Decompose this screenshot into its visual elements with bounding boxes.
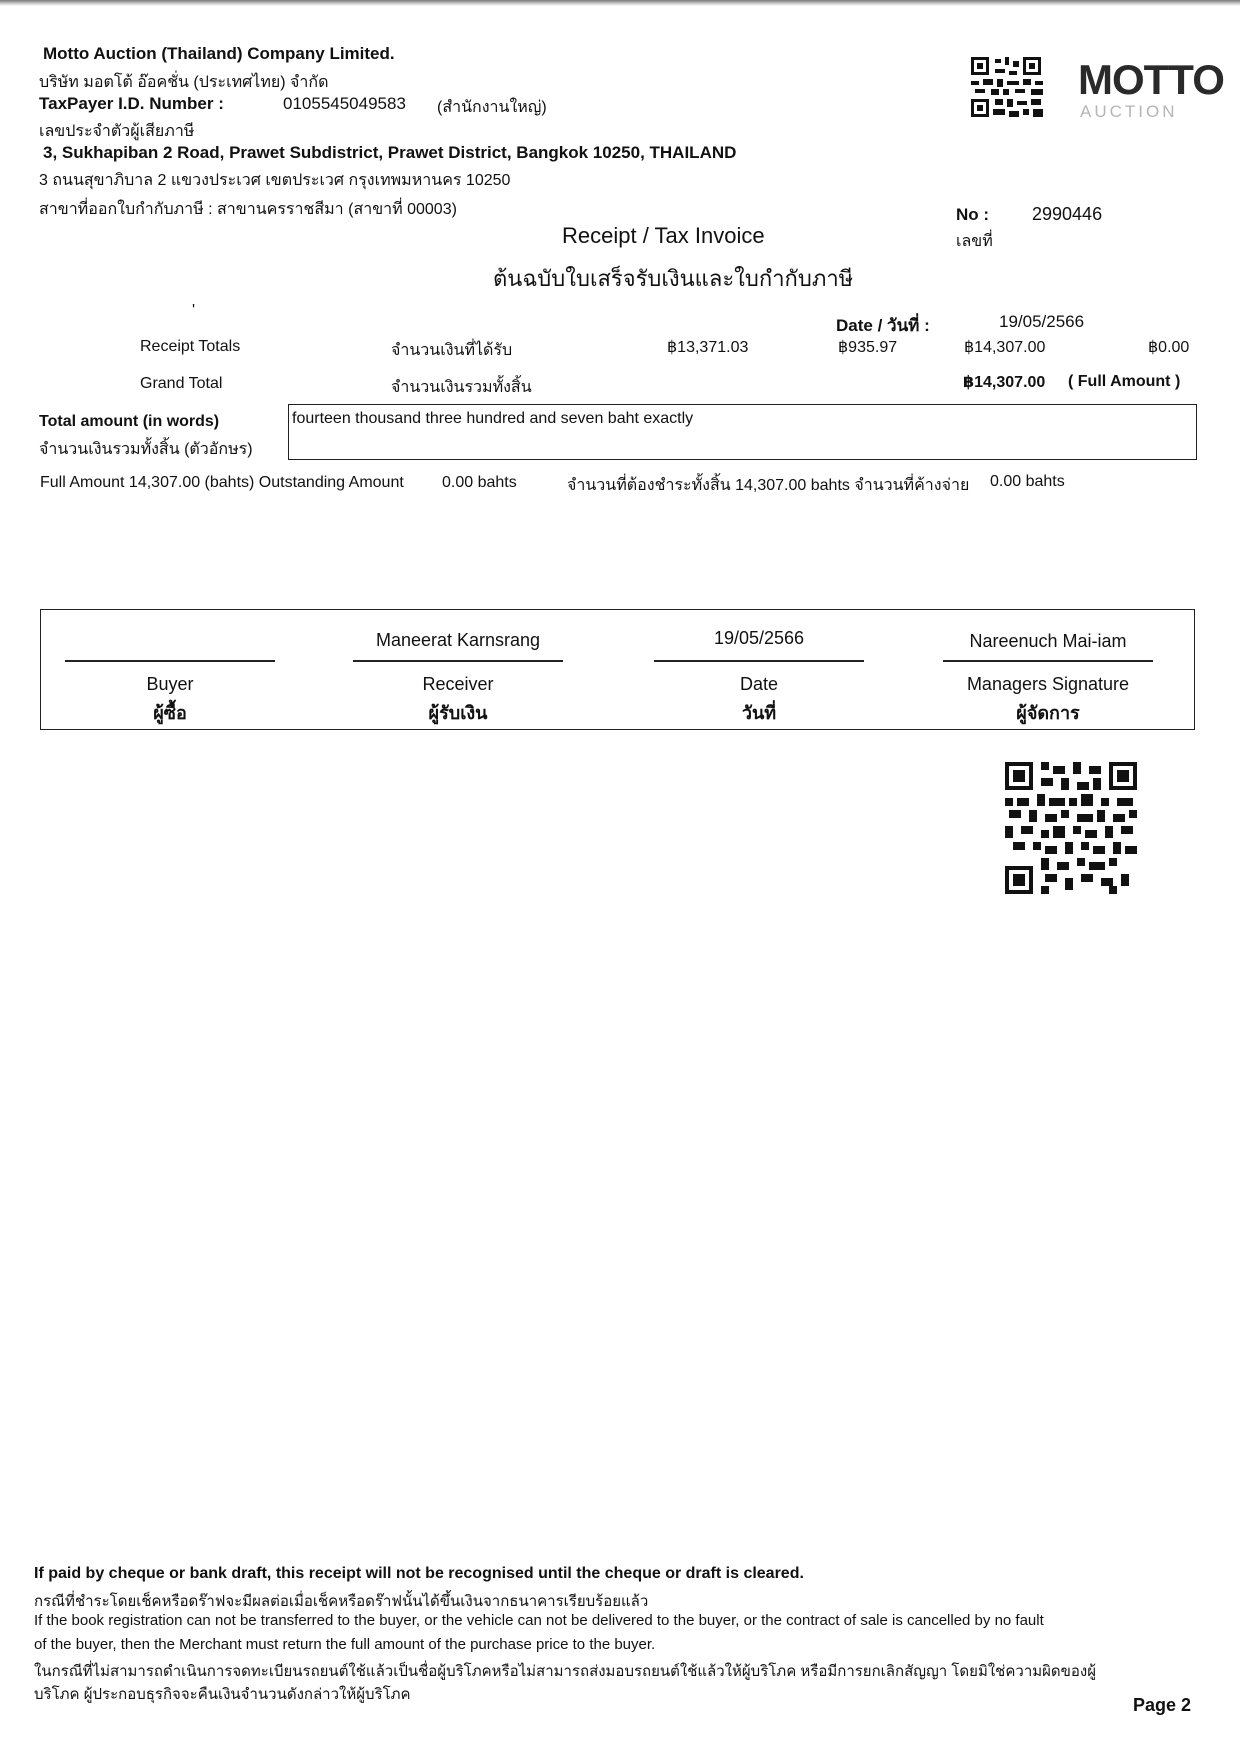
summary-en: Full Amount 14,307.00 (bahts) Outstanding Amount [40, 474, 404, 491]
company-name-en: Motto Auction (Thailand) Company Limited. [43, 44, 395, 63]
signature-date: 19/05/2566 [713, 628, 805, 648]
company-address-th: 3 ถนนสุขาภิบาล 2 แขวงประเวศ เขตประเวศ กรุงเทพมหานคร 10250 [39, 172, 511, 189]
receiver-name: Maneerat Karnsrang [375, 630, 541, 650]
date-label-th: วันที่ [741, 703, 777, 723]
page-number: Page 2 [1133, 1695, 1192, 1715]
qr-code-icon [971, 57, 1047, 119]
taxpayer-label-th: เลขประจำตัวผู้เสียภาษี [39, 123, 195, 140]
amount-value: ฿13,371.03 [667, 339, 749, 356]
summary-th: จำนวนที่ต้องชำระทั้งสิ้น 14,307.00 bahts จำนวนที่ค้างจ่าย [567, 477, 970, 494]
receiver-label-th: ผู้รับเงิน [428, 703, 488, 723]
outstanding-th: 0.00 bahts [990, 473, 1065, 490]
signature-box [40, 609, 1195, 730]
full-amount-note: ( Full Amount ) [1068, 373, 1181, 390]
amount-in-words: fourteen thousand three hundred and seven baht exactly [292, 410, 694, 427]
doc-no-label-en: No : [956, 205, 990, 224]
grand-total-label-th: จำนวนเงินรวมทั้งสิ้น [391, 379, 532, 396]
words-label-th: จำนวนเงินรวมทั้งสิ้น (ตัวอักษร) [39, 441, 253, 458]
footer-refund-en-1: If the book registration can not be transferred to the buyer, or the vehicle can not be delivered to the buyer, or the contract of sale is cancelled by no fault [34, 1612, 1044, 1629]
branch-label: สาขาที่ออกใบกำกับภาษี : สาขานครราชสีมา (สาขาที่ 00003) [39, 201, 457, 218]
doc-number: 2990446 [1032, 204, 1103, 224]
document-title-en: Receipt / Tax Invoice [562, 223, 765, 248]
manager-sign-line [943, 660, 1153, 662]
footer-refund-en-2: of the buyer, then the Merchant must return the full amount of the purchase price to the buyer. [34, 1636, 656, 1653]
receiver-sign-line [353, 660, 563, 662]
buyer-label-th: ผู้ซื้อ [153, 703, 187, 723]
manager-name: Nareenuch Mai-iam [969, 631, 1127, 651]
company-name-th: บริษัท มอตโต้ อ๊อคชั่น (ประเทศไทย) จำกัด [39, 74, 329, 91]
date-label: Date / วันที่ : [836, 316, 930, 335]
document-title-th: ต้นฉบับใบเสร็จรับเงินและใบกำกับภาษี [493, 266, 854, 291]
receipt-totals-label-th: จำนวนเงินที่ได้รับ [391, 342, 513, 359]
qr-code-icon [1005, 762, 1137, 894]
buyer-sign-line [65, 660, 275, 662]
tick-mark: ' [192, 302, 196, 319]
date-label: Date [739, 674, 779, 694]
buyer-label: Buyer [146, 674, 194, 694]
motto-logo-sub: AUCTION [1080, 102, 1178, 121]
other-value: ฿0.00 [1148, 339, 1190, 356]
head-office-label: (สำนักงานใหญ่) [437, 99, 547, 116]
grand-total-value: ฿14,307.00 [963, 374, 1046, 391]
date-sign-line [654, 660, 864, 662]
grand-total-label: Grand Total [140, 375, 223, 392]
company-address-en: 3, Sukhapiban 2 Road, Prawet Subdistrict, Prawet District, Bangkok 10250, THAILAND [43, 143, 737, 162]
vat-value: ฿935.97 [838, 339, 898, 356]
footer-refund-th-1: ในกรณีที่ไม่สามารถดำเนินการจดทะเบียนรถยนต์ใช้แล้วเป็นชื่อผู้บริโภคหรือไม่สามารถส่งมอบรถยนต์ใช้แล้วให้ผู้บริโภค หรือมีการยกเลิกสัญญา โดยมิใช่ความผิดของผู้ [34, 1663, 1097, 1680]
footer-refund-th-2: บริโภค ผู้ประกอบธุรกิจจะคืนเงินจำนวนดังกล่าวให้ผู้บริโภค [34, 1686, 411, 1703]
doc-no-label-th: เลขที่ [956, 233, 993, 250]
receiver-label: Receiver [422, 674, 494, 694]
doc-date: 19/05/2566 [999, 312, 1085, 331]
footer-cheque-en: If paid by cheque or bank draft, this receipt will not be recognised until the cheque or draft is cleared. [34, 1565, 804, 1582]
outstanding-en: 0.00 bahts [442, 474, 517, 491]
footer-cheque-th: กรณีที่ชำระโดยเช็คหรือดร๊าฟจะมีผลต่อเมื่อเช็คหรือดร๊าฟนั้นได้ขึ้นเงินจากธนาคารเรียบร้อยแล้ว [34, 1593, 649, 1610]
manager-label-th: ผู้จัดการ [1016, 703, 1080, 723]
words-label-en: Total amount (in words) [39, 413, 220, 430]
scan-edge [0, 0, 1240, 6]
motto-logo: MOTTO [1078, 56, 1224, 103]
manager-label: Managers Signature [966, 674, 1130, 694]
amount-in-words-box [288, 404, 1197, 460]
total-value: ฿14,307.00 [964, 339, 1046, 356]
taxpayer-id: 0105545049583 [283, 94, 406, 113]
taxpayer-label-en: TaxPayer I.D. Number : [39, 94, 224, 113]
receipt-totals-label: Receipt Totals [140, 338, 241, 355]
